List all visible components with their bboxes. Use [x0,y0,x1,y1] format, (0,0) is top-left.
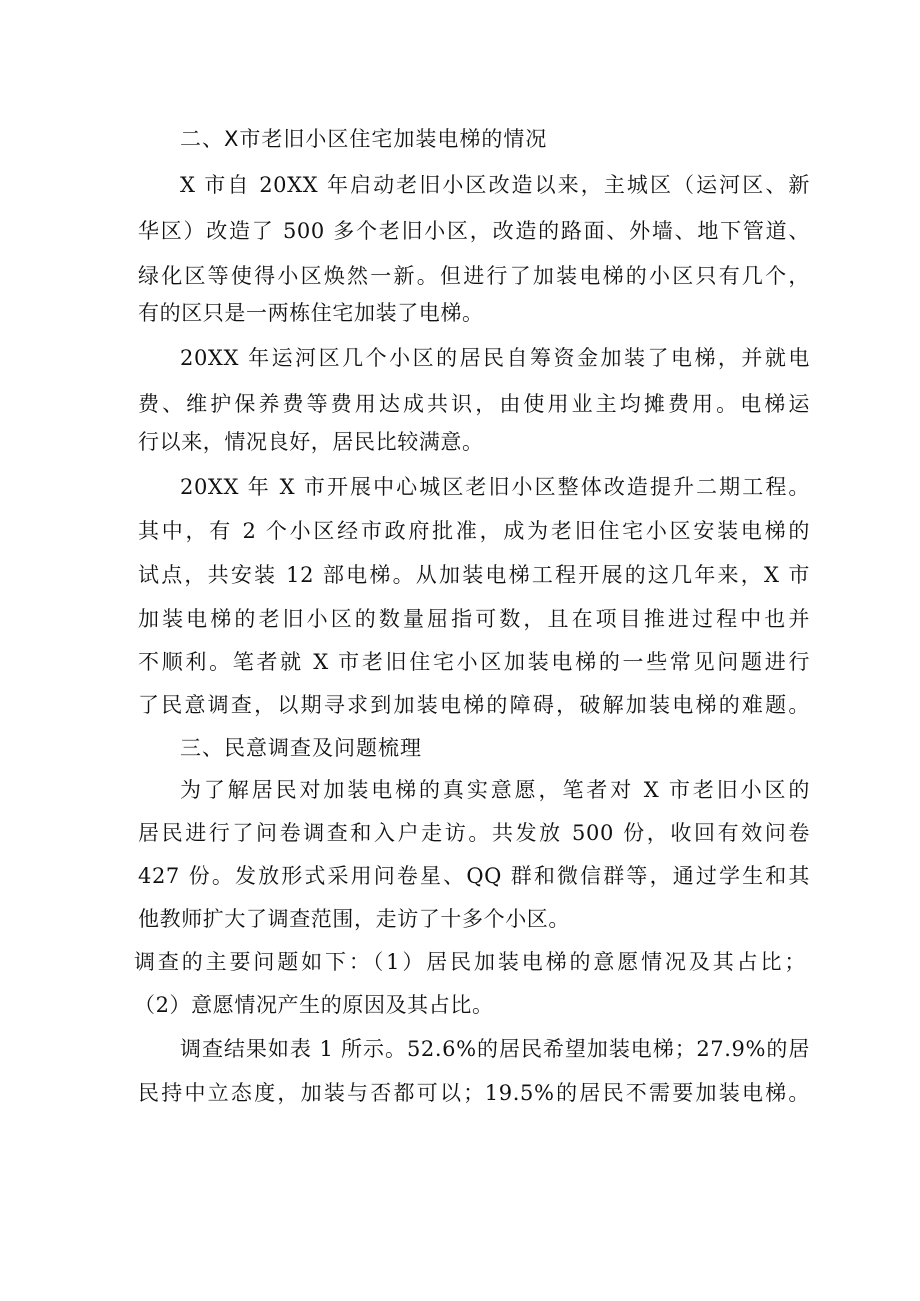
paragraph-line: 为了解居民对加装电梯的真实意愿，笔者对 X 市老旧小区的 [180,778,810,802]
paragraph-line: 了民意调查，以期寻求到加装电梯的障碍，破解加装电梯的难题。 [138,693,810,717]
paragraph-line: 427 份。发放形式采用问卷星、QQ 群和微信群等，通过学生和其 [138,864,810,888]
paragraph-line: 调查结果如表 1 所示。52.6%的居民希望加装电梯；27.9%的居 [180,1037,810,1061]
paragraph-line: 不顺利。笔者就 X 市老旧住宅小区加装电梯的一些常见问题进行 [138,650,810,674]
paragraph-line: 调查的主要问题如下：（1）居民加装电梯的意愿情况及其占比； [134,950,806,974]
paragraph-line: 居民进行了问卷调查和入户走访。共发放 500 份，收回有效问卷 [138,821,810,845]
paragraph-line: 20XX 年运河区几个小区的居民自筹资金加装了电梯，并就电 [180,346,810,370]
paragraph-line: （2）意愿情况产生的原因及其占比。 [134,993,494,1017]
paragraph-line: 绿化区等使得小区焕然一新。但进行了加装电梯的小区只有几个， [138,264,810,288]
paragraph-line: 费、维护保养费等费用达成共识，由使用业主均摊费用。电梯运 [138,392,810,416]
paragraph-line: 华区）改造了 500 多个老旧小区，改造的路面、外墙、地下管道、 [138,219,810,243]
paragraph-line: 其中，有 2 个小区经市政府批准，成为老旧住宅小区安装电梯的 [138,519,810,543]
paragraph-line: 民持中立态度，加装与否都可以；19.5%的居民不需要加装电梯。 [138,1081,810,1105]
paragraph-line: 试点，共安装 12 部电梯。从加装电梯工程开展的这几年来，X 市 [138,563,810,587]
section-heading-3: 三、民意调查及问题梳理 [180,736,422,760]
paragraph-line: 行以来，情况良好，居民比较满意。 [138,430,484,454]
paragraph-line: X 市自 20XX 年启动老旧小区改造以来，主城区（运河区、新 [180,173,810,197]
paragraph-line: 20XX 年 X 市开展中心城区老旧小区整体改造提升二期工程。 [180,475,810,499]
paragraph-line: 他教师扩大了调查范围，走访了十多个小区。 [138,907,570,931]
paragraph-line: 有的区只是一两栋住宅加装了电梯。 [138,301,484,325]
section-heading-2: 二、X市老旧小区住宅加装电梯的情况 [180,127,548,151]
paragraph-line: 加装电梯的老旧小区的数量屈指可数，且在项目推进过程中也并 [138,607,810,631]
